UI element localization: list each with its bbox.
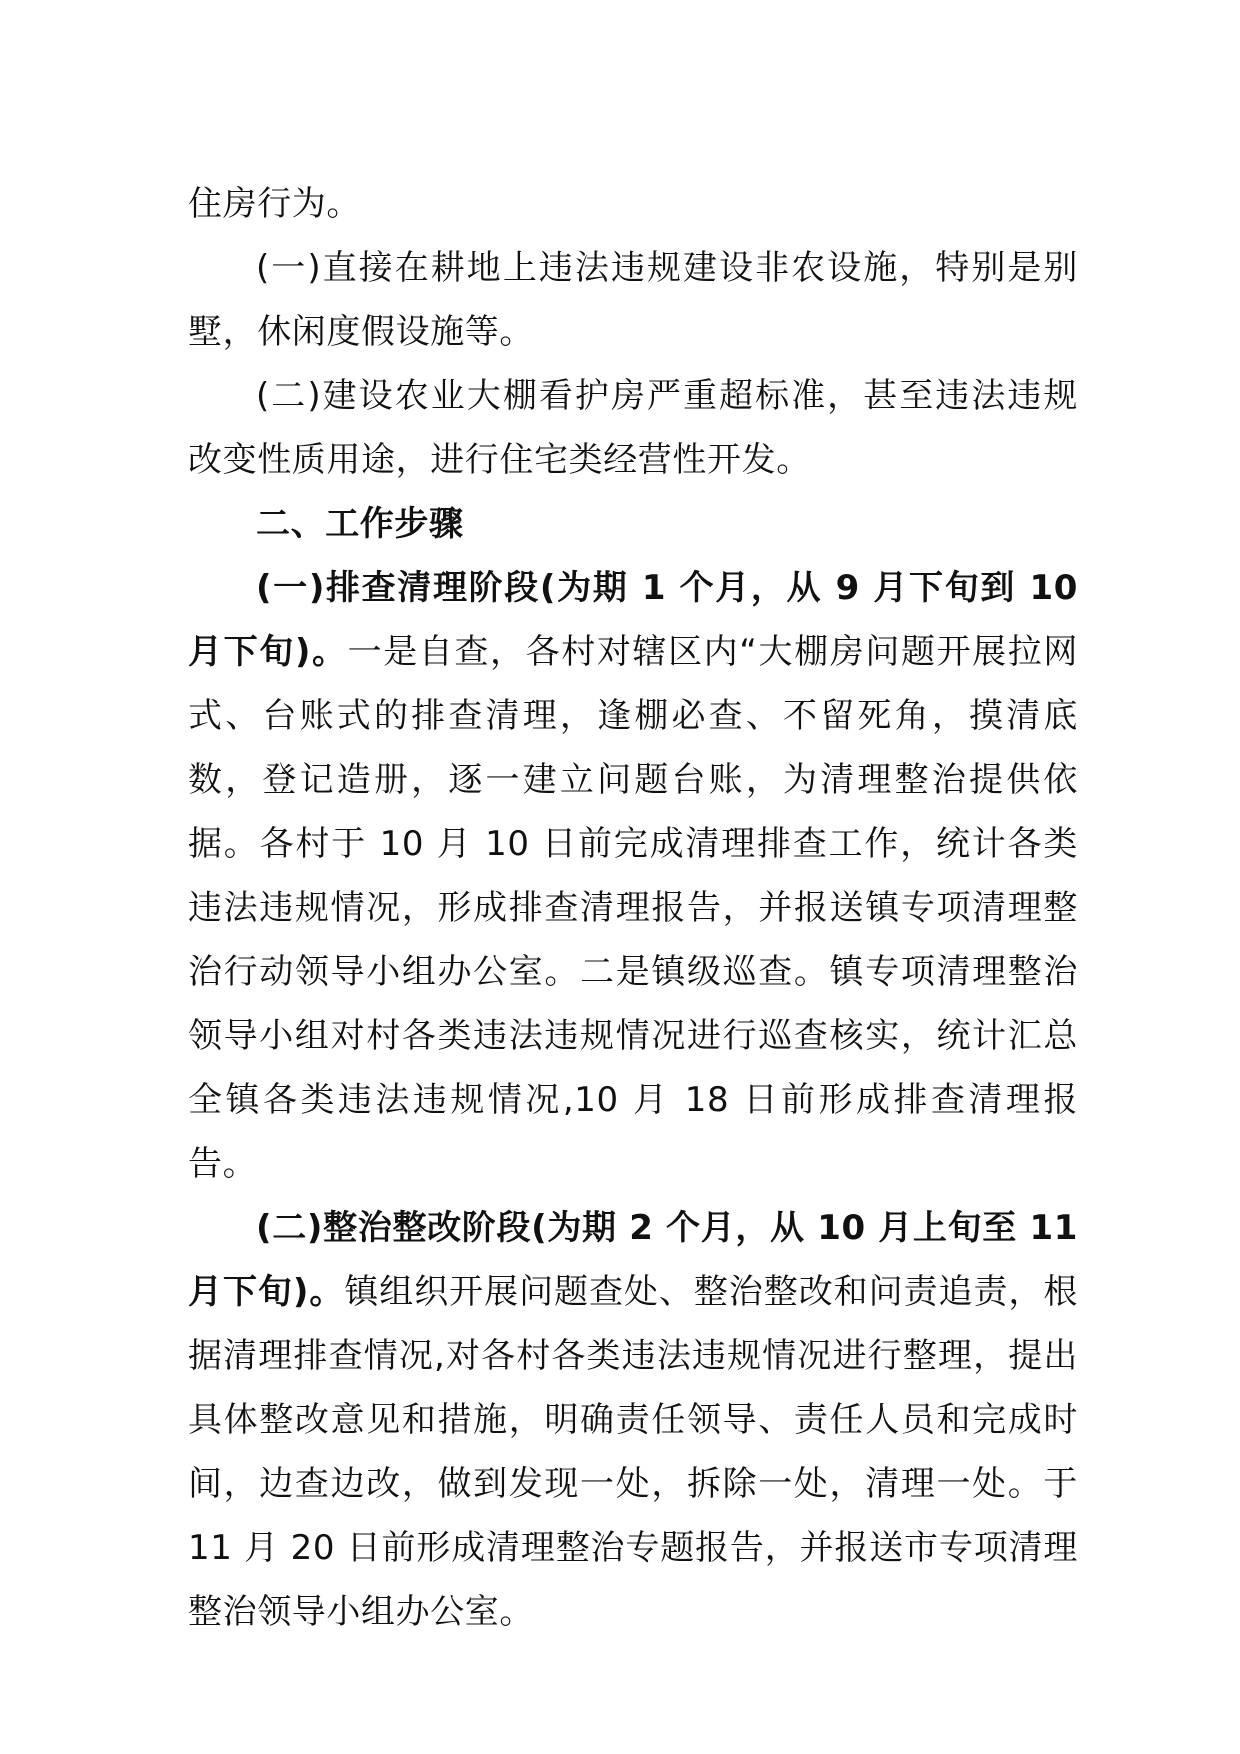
paragraph-text: 镇组织开展问题查处、整治整改和问责追责，根据清理排查情况,对各村各类违法违规情况进行整理，提出具体整改意见和措施，明确责任领导、责任人员和完成时间，边查边改，做到发现一处，拆除一处，清理一处。于 11 月 20 日前形成清理整治专题报告，并报送市专项清理整治领导小组办公室。 [188,1272,1078,1632]
paragraph-text: (一)直接在耕地上违法违规建设非农设施，特别是别墅，休闲度假设施等。 [188,248,1078,352]
stage-title: (二)整治整改阶段(为期 2 个月，从 10 月上旬至 11 月下旬)。 [188,1208,1078,1312]
paragraph-item-two [188,364,1078,492]
section-heading [188,492,1078,556]
paragraph-text: 住房行为。 [188,184,361,224]
paragraph-item-one [188,236,1078,364]
paragraph-stage-two [188,1196,1078,1644]
paragraph-text: (二)建设农业大棚看护房严重超标准，甚至违法违规改变性质用途，进行住宅类经营性开发。 [188,376,1078,480]
document-body [188,172,1078,1644]
paragraph-continuation [188,172,1078,236]
paragraph-stage-one [188,556,1078,1196]
section-heading-text: 二、工作步骤 [256,504,464,544]
stage-title: (一)排查清理阶段(为期 1 个月，从 9 月下旬到 10 月下旬)。 [188,568,1078,672]
paragraph-text: 一是自查，各村对辖区内“大棚房问题开展拉网式、台账式的排查清理，逢棚必查、不留死角，摸清底数，登记造册，逐一建立问题台账，为清理整治提供依据。各村于 10 月 10 日前完成清理排查工作，统计各类违法违规情况，形成排查清理报告，并报送镇专项清理整治行动领导小组办公室。二是镇级巡查。镇专项清理整治领导小组对村各类违法违规情况进行巡查核实，统计汇总全镇各类违法违规情况,10 月 18 日前形成排查清理报告。 [188,632,1078,1184]
